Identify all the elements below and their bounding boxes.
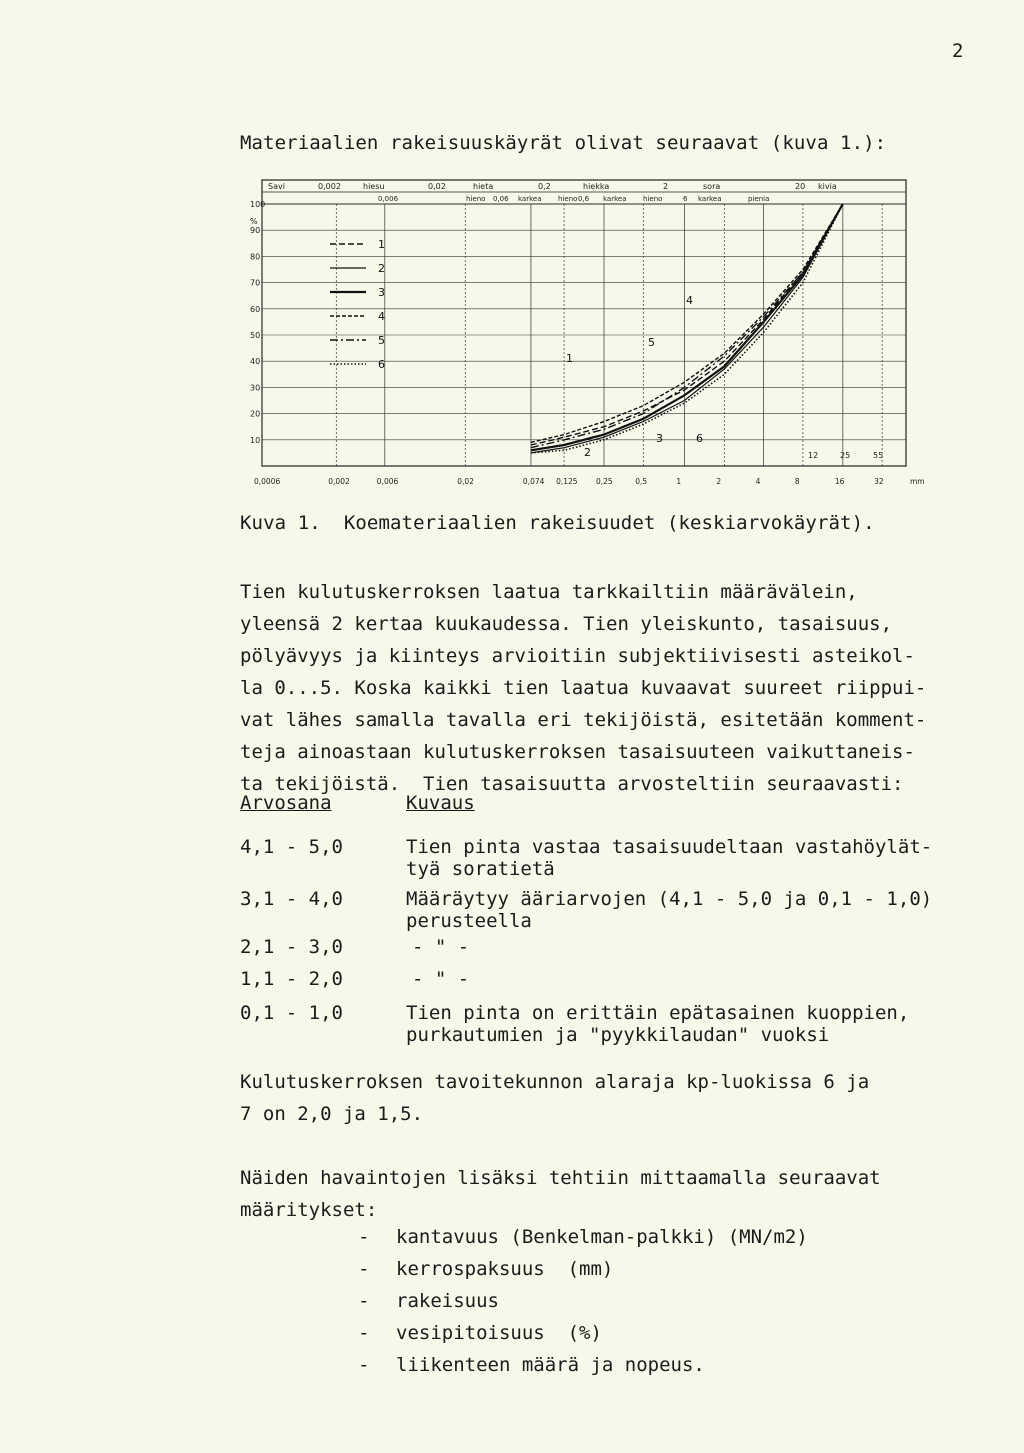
series-line-4	[531, 204, 843, 442]
subfraction-label: hieno	[558, 195, 578, 203]
curve-label: 1	[566, 352, 573, 365]
grade-value: 2,1 - 3,0	[240, 936, 343, 958]
subfraction-label: 0,6	[578, 195, 590, 203]
subfraction-label: hieno	[466, 195, 486, 203]
fraction-label: 2	[663, 182, 669, 191]
subfraction-label: karkea	[603, 195, 627, 203]
series-line-2	[531, 204, 843, 453]
x-tick-label: 0,0006	[254, 477, 281, 486]
fraction-label: hiesu	[363, 182, 385, 191]
grade-value: 0,1 - 1,0	[240, 1002, 343, 1024]
grade-description: - " -	[412, 968, 470, 990]
y-tick-label: 80	[250, 252, 261, 262]
y-tick-label: 10	[250, 435, 261, 445]
fraction-label: kivia	[818, 182, 837, 191]
curve-label: 3	[656, 432, 663, 445]
fraction-label: Savi	[268, 182, 285, 191]
x-tick-label: 0,02	[457, 477, 474, 486]
subfraction-label: 0,06	[493, 195, 509, 203]
x-tick-label: 0,5	[635, 477, 648, 486]
legend-label: 3	[378, 286, 385, 299]
target-paragraph: Kulutuskerroksen tavoitekunnon alaraja kp-luokissa 6 ja 7 on 2,0 ja 1,5.	[240, 1071, 870, 1125]
y-tick-label: 20	[250, 409, 261, 419]
fraction-label: hiekka	[583, 182, 610, 191]
x-tick-label: 1	[676, 477, 682, 486]
intro-text: Materiaalien rakeisuuskäyrät olivat seuraavat (kuva 1.):	[240, 132, 887, 154]
grade-description: Tien pinta vastaa tasaisuudeltaan vastahöylät- tyä soratietä	[406, 836, 933, 880]
chart-frame	[262, 180, 906, 466]
y-tick-label: 70	[250, 278, 261, 288]
grade-description: Määräytyy ääriarvojen (4,1 - 5,0 ja 0,1 - 1,0) perusteella	[406, 888, 933, 932]
x-tick-label: 4	[755, 477, 761, 486]
page-number: 2	[952, 40, 964, 62]
y-tick-label: 40	[250, 357, 261, 367]
x-tick-label: 16	[834, 477, 845, 486]
subfraction-label: hieno	[643, 195, 663, 203]
subfraction-label: 0,006	[378, 195, 399, 203]
curve-label: 4	[686, 294, 693, 307]
grade-header: Arvosana	[240, 792, 332, 814]
fraction-label: 0,2	[538, 182, 551, 191]
description-header: Kuvaus	[406, 792, 475, 814]
grain-size-chart	[248, 176, 925, 498]
x-tick-label: 32	[874, 477, 884, 486]
fraction-label: 0,02	[428, 182, 446, 191]
y-tick-label: 100	[250, 200, 266, 209]
figure-caption: Kuva 1. Koemateriaalien rakeisuudet (keskiarvokäyrät).	[240, 512, 875, 534]
x-tick-label: 8	[794, 477, 800, 486]
x-tick-label: 0,074	[522, 477, 545, 486]
fraction-label: sora	[703, 182, 721, 191]
curve-label: 2	[584, 446, 591, 459]
curve-label: 6	[696, 432, 703, 445]
x-tick-label: 2	[716, 477, 722, 486]
fraction-label: 20	[795, 182, 806, 191]
grade-value: 3,1 - 4,0	[240, 888, 343, 910]
fraction-label: 0,002	[318, 182, 341, 191]
legend-label: 6	[378, 358, 385, 371]
series-line-6	[531, 204, 843, 453]
x-unit-label: mm	[910, 477, 925, 486]
y-tick-label: 30	[250, 383, 261, 393]
curve-label: 5	[648, 336, 655, 349]
x-tick-label: 0,002	[328, 477, 350, 486]
x-tick-label: 0,125	[556, 477, 578, 486]
y-tick-label: 50	[250, 331, 261, 340]
y-tick-label: 90	[250, 226, 261, 236]
sieve-label: 25	[840, 451, 851, 460]
document-page: 2 Materiaalien rakeisuuskäyrät olivat seuraavat (kuva 1.): Savi 0,002 hiesu 0,02 hieta 0,2 hiekka 2 sora 20 kivia 0,006 hieno 0,06 karkea hieno 0,6 karkea hieno 6 karkea pienia 100 90 80 70 60 50 40 30 20 10 % 0,0006 0,002 0,006 0,02 0,074 0,125 0,25 0,5 1 2 4 8 16 32 mm 12 25 55 1 2 3 4 5 6 1 2 3 4 5 6 Kuva 1. Koemateriaalien rakeisuudet (keskiarvokäyrät). Tien kulutuskerroksen laatua tarkkailtiin määrävälein, yleensä 2 kertaa kuukaudessa. Tien yleiskunto, tasaisuus, pölyävyys ja kiinteys arvioitiin subjektiivisesti asteikol- la 0...5. Koska kaikki tien laatua kuvaavat suureet riippui- vat lähes samalla tavalla eri tekijöistä, esitetään komment- teja ainoastaan kulutuskerroksen tasaisuuteen vaikuttaneis- ta tekijöistä. Tien tasaisuutta arvosteltiin seuraavasti: Arvosana Kuvaus 4,1 - 5,0 Tien pinta vastaa tasaisuudeltaan vastahöylät- tyä soratietä 3,1 - 4,0 Määräytyy ääriarvojen (4,1 - 5,0 ja 0,1 - 1,0) perusteella 2,1 - 3,0 - " - 1,1 - 2,0 - " - 0,1 - 1,0 Tien pinta on erittäin epätasainen kuoppien, purkautumien ja "pyykkilaudan" vuoksi Kulutuskerroksen tavoitekunnon alaraja kp-luokissa 6 ja 7 on 2,0 ja 1,5. Näiden havaintojen lisäksi tehtiin mittaamalla seuraavat määritykset: - kantavuus (Benkelman-palkki) (MN/m2) - kerrospaksuus (mm) - rakeisuus - vesipitoisuus (%) - liikenteen määrä ja nopeus.	[240, 40, 964, 1376]
series-line-5	[531, 204, 843, 448]
body-paragraph: Tien kulutuskerroksen laatua tarkkailtiin määrävälein, yleensä 2 kertaa kuukaudessa. Tien yleiskunto, tasaisuus, pölyävyys ja kiinteys arvioitiin subjektiivisesti asteikol- la 0...5. Koska kaikki tien laatua kuvaavat suureet riippui- vat lähes samalla tavalla eri tekijöistä, esitetään komment- teja ainoastaan kulutuskerroksen tasaisuuteen vaikuttaneis- ta tekijöistä. Tien tasaisuutta arvosteltiin seuraavasti:	[240, 581, 927, 795]
legend-label: 4	[378, 310, 385, 323]
y-tick-label: 60	[250, 304, 261, 314]
subfraction-label: pienia	[748, 195, 770, 203]
legend-label: 2	[378, 262, 385, 275]
grade-value: 1,1 - 2,0	[240, 968, 343, 990]
subfraction-label: 6	[683, 195, 688, 203]
legend-label: 5	[378, 334, 385, 347]
legend-label: 1	[378, 238, 385, 251]
subfraction-label: karkea	[698, 195, 722, 203]
x-tick-label: 0,25	[595, 477, 613, 486]
series-line-1	[531, 204, 843, 445]
y-unit-label: %	[250, 217, 258, 226]
measurements-paragraph: Näiden havaintojen lisäksi tehtiin mittaamalla seuraavat määritykset:	[240, 1167, 881, 1221]
sieve-label: 55	[873, 451, 884, 460]
sieve-label: 12	[808, 451, 819, 460]
fraction-label: hieta	[473, 182, 494, 191]
subfraction-label: karkea	[518, 195, 542, 203]
grade-value: 4,1 - 5,0	[240, 836, 343, 858]
grade-description: Tien pinta on erittäin epätasainen kuoppien, purkautumien ja "pyykkilaudan" vuoksi	[406, 1002, 910, 1046]
grade-description: - " -	[412, 936, 470, 958]
x-tick-label: 0,006	[376, 477, 399, 486]
